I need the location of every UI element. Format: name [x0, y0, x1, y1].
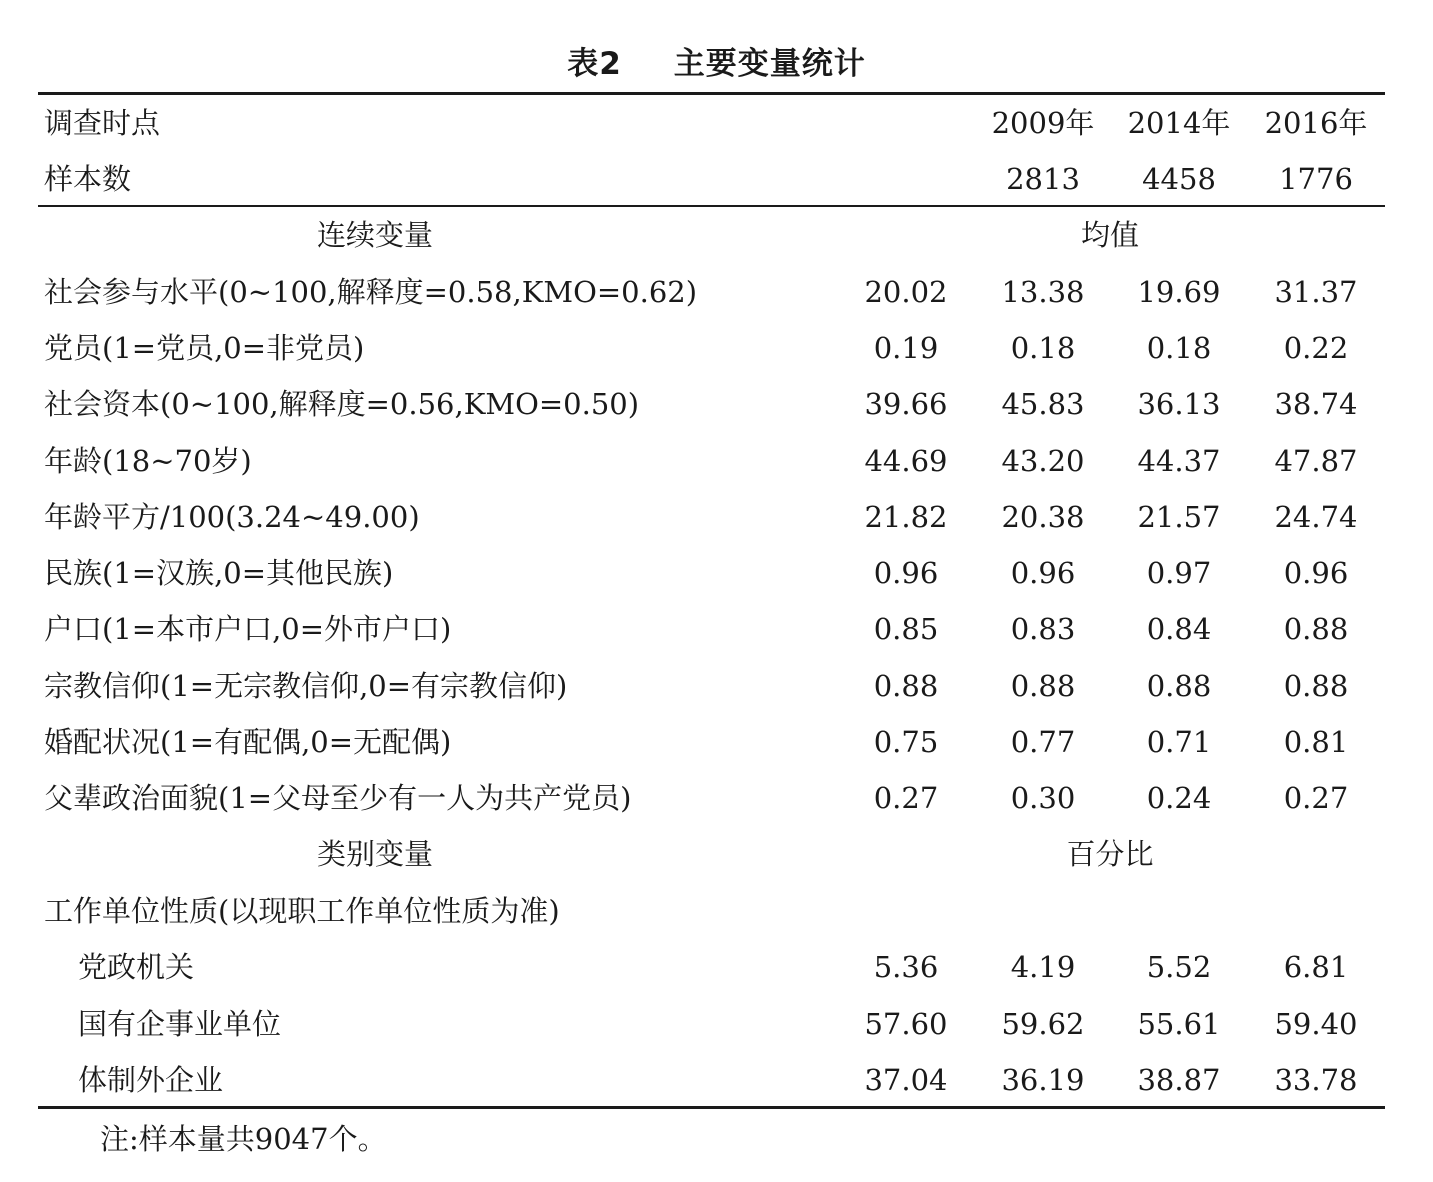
table-title: 主要变量统计 [673, 46, 866, 82]
section-categorical [0, 826, 1433, 882]
value-2009: 0.88 [1010, 669, 1076, 703]
value-2014: 19.69 [1137, 275, 1221, 309]
value-2014: 5.52 [1146, 950, 1212, 984]
value-2016: 0.81 [1283, 725, 1349, 759]
value-2009: 4.19 [1010, 950, 1076, 984]
value-2016: 6.81 [1283, 950, 1349, 984]
header-row-survey [0, 95, 1433, 151]
year-2009: 2009年 [991, 106, 1095, 140]
value-2016: 31.37 [1274, 275, 1358, 309]
value-total: 37.04 [864, 1063, 948, 1097]
value-2014: 38.87 [1137, 1063, 1221, 1097]
categorical-section-label: 类别变量 [316, 837, 433, 871]
sample-2014: 4458 [1142, 162, 1216, 196]
header-row-sample [0, 151, 1433, 207]
value-2014: 0.84 [1146, 612, 1212, 646]
value-total: 0.75 [873, 725, 939, 759]
value-2009: 0.77 [1010, 725, 1076, 759]
percent-label: 百分比 [1066, 837, 1154, 871]
value-2014: 0.18 [1146, 331, 1212, 365]
sample-label: 样本数 [44, 162, 132, 196]
value-total: 20.02 [864, 275, 948, 309]
sample-2016: 1776 [1279, 162, 1353, 196]
value-2016: 24.74 [1274, 500, 1358, 534]
value-2014: 21.57 [1137, 500, 1221, 534]
value-total: 0.96 [873, 556, 939, 590]
value-2009: 43.20 [1001, 444, 1085, 478]
group-label: 工作单位性质(以现职工作单位性质为准) [44, 894, 560, 928]
section-continuous [0, 207, 1433, 263]
row-label: 户口(1=本市户口,0=外市户口) [44, 612, 452, 646]
table-row [0, 376, 1433, 432]
table-row [0, 996, 1433, 1052]
value-total: 21.82 [864, 500, 948, 534]
value-2016: 0.27 [1283, 781, 1349, 815]
survey-label: 调查时点 [44, 106, 161, 140]
table-row [0, 601, 1433, 657]
value-2009: 0.83 [1010, 612, 1076, 646]
year-2014: 2014年 [1127, 106, 1231, 140]
table-row [0, 1052, 1433, 1108]
table-row [0, 714, 1433, 770]
continuous-section-label: 连续变量 [316, 218, 433, 252]
value-total: 44.69 [864, 444, 948, 478]
value-total: 0.88 [873, 669, 939, 703]
value-2016: 38.74 [1274, 387, 1358, 421]
value-2016: 59.40 [1274, 1007, 1358, 1041]
value-total: 0.27 [873, 781, 939, 815]
value-2014: 0.71 [1146, 725, 1212, 759]
value-total: 5.36 [873, 950, 939, 984]
table-row [0, 545, 1433, 601]
value-2016: 33.78 [1274, 1063, 1358, 1097]
value-2009: 36.19 [1001, 1063, 1085, 1097]
row-label: 国有企事业单位 [78, 1007, 282, 1041]
row-label: 社会资本(0~100,解释度=0.56,KMO=0.50) [44, 387, 640, 421]
value-2016: 0.22 [1283, 331, 1349, 365]
table-row [0, 658, 1433, 714]
sample-2009: 2813 [1006, 162, 1080, 196]
group-row [0, 883, 1433, 939]
row-label: 民族(1=汉族,0=其他民族) [44, 556, 394, 590]
table-row [0, 939, 1433, 995]
row-label: 父辈政治面貌(1=父母至少有一人为共产党员) [44, 781, 632, 815]
row-label: 体制外企业 [78, 1063, 224, 1097]
value-total: 0.85 [873, 612, 939, 646]
bottom-rule [38, 1106, 1385, 1109]
table-row [0, 770, 1433, 826]
table-caption [0, 38, 1433, 83]
value-2016: 47.87 [1274, 444, 1358, 478]
row-label: 党员(1=党员,0=非党员) [44, 331, 365, 365]
year-2016: 2016年 [1264, 106, 1368, 140]
value-2016: 0.96 [1283, 556, 1349, 590]
table-row [0, 320, 1433, 376]
mean-label: 均值 [1080, 218, 1139, 252]
row-label: 宗教信仰(1=无宗教信仰,0=有宗教信仰) [44, 669, 568, 703]
value-2016: 0.88 [1283, 612, 1349, 646]
value-2014: 0.24 [1146, 781, 1212, 815]
row-label: 年龄(18~70岁) [44, 444, 252, 478]
table-note: 注:样本量共9047个。 [100, 1122, 387, 1156]
value-2016: 0.88 [1283, 669, 1349, 703]
value-2014: 36.13 [1137, 387, 1221, 421]
table-row [0, 264, 1433, 320]
table-row [0, 489, 1433, 545]
row-label: 社会参与水平(0~100,解释度=0.58,KMO=0.62) [44, 275, 698, 309]
value-2014: 0.88 [1146, 669, 1212, 703]
table-number: 表2 [567, 46, 622, 82]
value-2009: 13.38 [1001, 275, 1085, 309]
value-2009: 59.62 [1001, 1007, 1085, 1041]
table-row [0, 433, 1433, 489]
value-2009: 20.38 [1001, 500, 1085, 534]
value-total: 0.19 [873, 331, 939, 365]
value-2014: 0.97 [1146, 556, 1212, 590]
value-2009: 45.83 [1001, 387, 1085, 421]
value-2014: 55.61 [1137, 1007, 1221, 1041]
value-2014: 44.37 [1137, 444, 1221, 478]
row-label: 婚配状况(1=有配偶,0=无配偶) [44, 725, 452, 759]
value-2009: 0.18 [1010, 331, 1076, 365]
row-label: 年龄平方/100(3.24~49.00) [44, 500, 420, 534]
value-2009: 0.96 [1010, 556, 1076, 590]
row-label: 党政机关 [78, 950, 195, 984]
value-total: 57.60 [864, 1007, 948, 1041]
value-total: 39.66 [864, 387, 948, 421]
value-2009: 0.30 [1010, 781, 1076, 815]
